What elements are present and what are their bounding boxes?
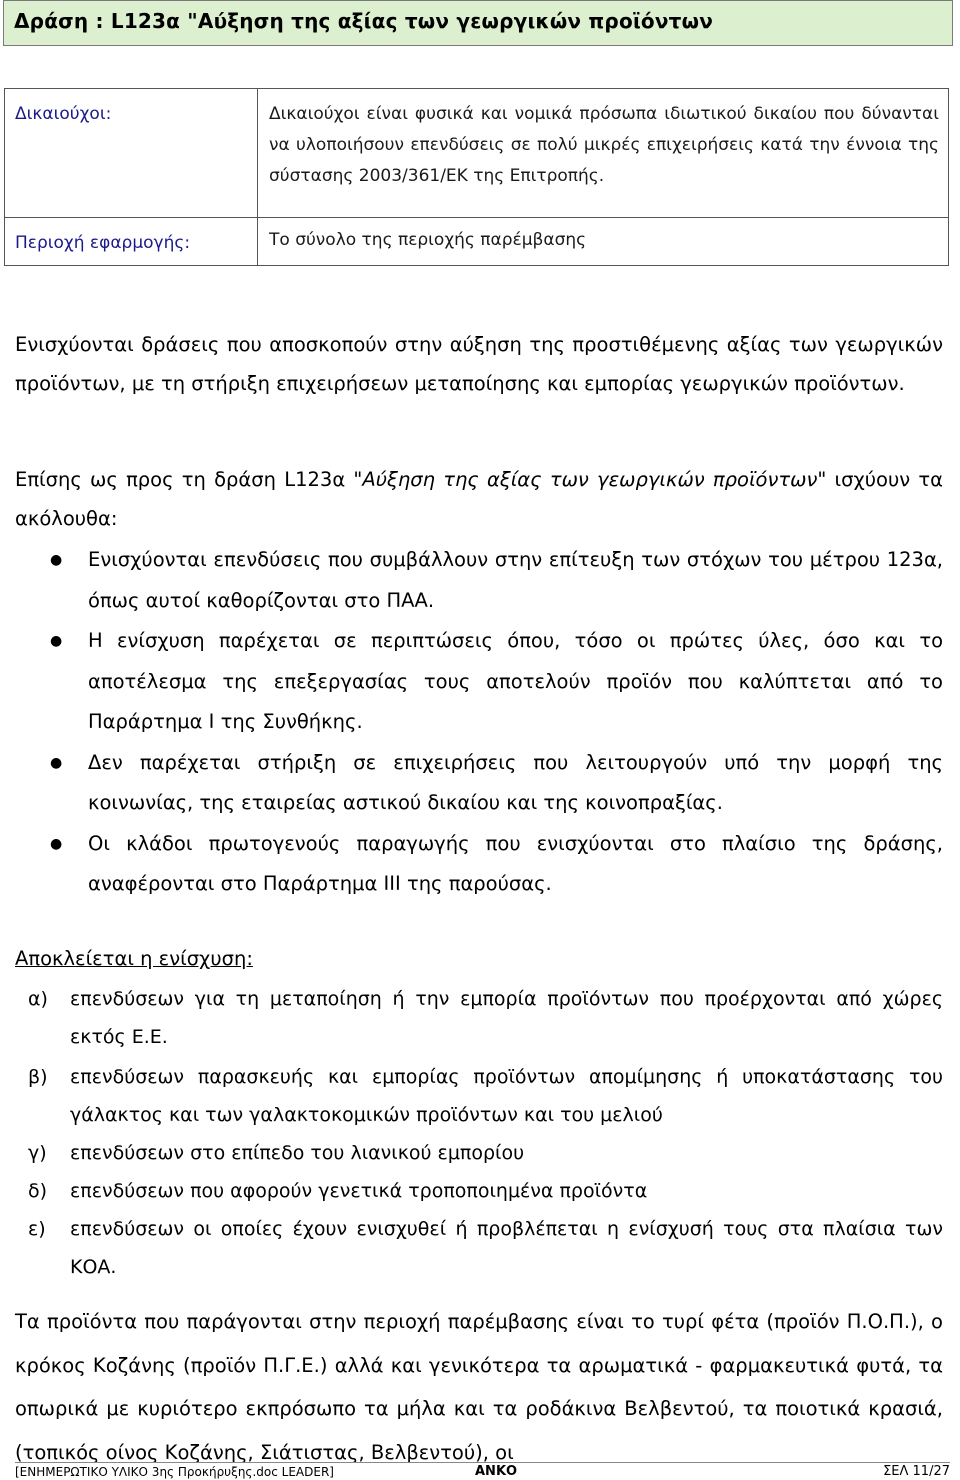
exclusion-text: επενδύσεων στο επίπεδο του λιανικού εμπορίου (70, 1142, 525, 1164)
application-area-text: Το σύνολο της περιοχής παρέμβασης (269, 230, 587, 250)
conditions-list (0, 540, 943, 905)
exclusion-text: επενδύσεων παρασκευής και εμπορίας προϊόντων απομίμησης ή υποκατάστασης του γάλακτος και των γαλακτοκομικών προϊόντων και του μελιού (70, 1066, 943, 1126)
footer-document-name: [ΕΝΗΜΕΡΩΤΙΚΟ ΥΛΙΚΟ 3ης Προκήρυξης.doc LEADER] (15, 1465, 334, 1479)
exclusion-label: γ) (28, 1142, 47, 1164)
beneficiaries-label: Δικαιούχοι: (15, 104, 112, 124)
list-item (0, 540, 943, 621)
info-table (4, 88, 949, 266)
conditions-suffix: " ισχύουν τα ακόλουθα: (15, 468, 943, 530)
list-item-text: Ενισχύονται επενδύσεις που συμβάλλουν στην επίτευξη των στόχων του μέτρου 123α, όπως αυτοί καθορίζονται στο ΠΑΑ. (88, 548, 943, 612)
exclusion-heading: Αποκλείεται η ενίσχυση: (15, 947, 253, 970)
page-title: Δράση : L123α "Αύξηση της αξίας των γεωργικών προϊόντων (14, 9, 714, 33)
bullet-icon: ● (50, 754, 63, 771)
list-item (0, 621, 943, 743)
exclusion-label: α) (28, 988, 48, 1010)
exclusion-text: επενδύσεων που αφορούν γενετικά τροποποιημένα προϊόντα (70, 1180, 648, 1202)
conditions-prefix: Επίσης ως προς τη δράση L123α " (15, 468, 363, 491)
exclusion-label: ε) (28, 1218, 46, 1240)
beneficiaries-text: Δικαιούχοι είναι φυσικά και νομικά πρόσωπα ιδιωτικού δικαίου που δύνανται να υλοποιήσουν επενδύσεις σε πολύ μικρές επιχειρήσεις κατά την έννοια της σύστασης 2003/361/ΕΚ της Επιτροπής. (269, 104, 939, 186)
exclusion-label: δ) (28, 1180, 48, 1202)
exclusion-text: επενδύσεων για τη μεταποίηση ή την εμπορία προϊόντων που προέρχονται από χώρες εκτός Ε.Ε. (70, 988, 943, 1048)
exclusion-label: β) (28, 1066, 48, 1088)
list-item (0, 743, 943, 824)
conditions-paragraph (15, 460, 943, 538)
list-item-text: Η ενίσχυση παρέχεται σε περιπτώσεις όπου, τόσο οι πρώτες ύλες, όσο και το αποτέλεσμα της επεξεργασίας τους αποτελούν προϊόν που καλύπτεται από το Παράρτημα Ι της Συνθήκης. (88, 629, 943, 733)
page-footer (15, 1462, 950, 1479)
list-item (0, 824, 943, 905)
list-item-text: Δεν παρέχεται στήριξη σε επιχειρήσεις που λειτουργούν υπό την μορφή της κοινωνίας, της εταιρείας αστικού δικαίου και της κοινοπραξίας. (88, 750, 943, 814)
table-row-divider (5, 217, 948, 218)
footer-organization: ΑΝΚΟ (475, 1464, 518, 1479)
action-title-box (3, 0, 953, 46)
bullet-icon: ● (50, 835, 63, 852)
intro-paragraph: Ενισχύονται δράσεις που αποσκοπούν στην αύξηση της προστιθέμενης αξίας των γεωργικών προϊόντων, με τη στήριξη επιχειρήσεων μεταποίησης και εμπορίας γεωργικών προϊόντων. (15, 333, 943, 395)
list-item-text: Οι κλάδοι πρωτογενούς παραγωγής που ενισχύονται στο πλαίσιο της δράσης, αναφέρονται στο Παράρτημα ΙΙΙ της παρούσας. (88, 831, 943, 895)
application-area-label: Περιοχή εφαρμογής: (15, 233, 191, 253)
table-column-divider (257, 89, 258, 265)
action-name-italic: Αύξηση της αξίας των γεωργικών προϊόντων (362, 468, 818, 491)
products-paragraph: Τα προϊόντα που παράγονται στην περιοχή παρέμβασης είναι το τυρί φέτα (προϊόν Π.Ο.Π.), ο κρόκος Κοζάνης (προϊόν Π.Γ.Ε.) αλλά και γενικότερα τα αρωματικά - φαρμακευτικά φυτά, τα οπωρικά με κυριότερο εκπρόσωπο τα μήλα και τα ροδάκινα Βελβεντού, τα ποιοτικά κρασιά, (τοπικός οίνος Κοζάνης, Σιάτιστας, Βελβεντού), οι (15, 1310, 943, 1464)
bullet-icon: ● (50, 633, 63, 649)
exclusion-text: επενδύσεων οι οποίες έχουν ενισχυθεί ή προβλέπεται η ενίσχυσή τους στα πλαίσια των ΚΟΑ. (70, 1218, 943, 1278)
footer-page-number: ΣΕΛ 11/27 (883, 1464, 950, 1479)
bullet-icon: ● (50, 552, 63, 568)
